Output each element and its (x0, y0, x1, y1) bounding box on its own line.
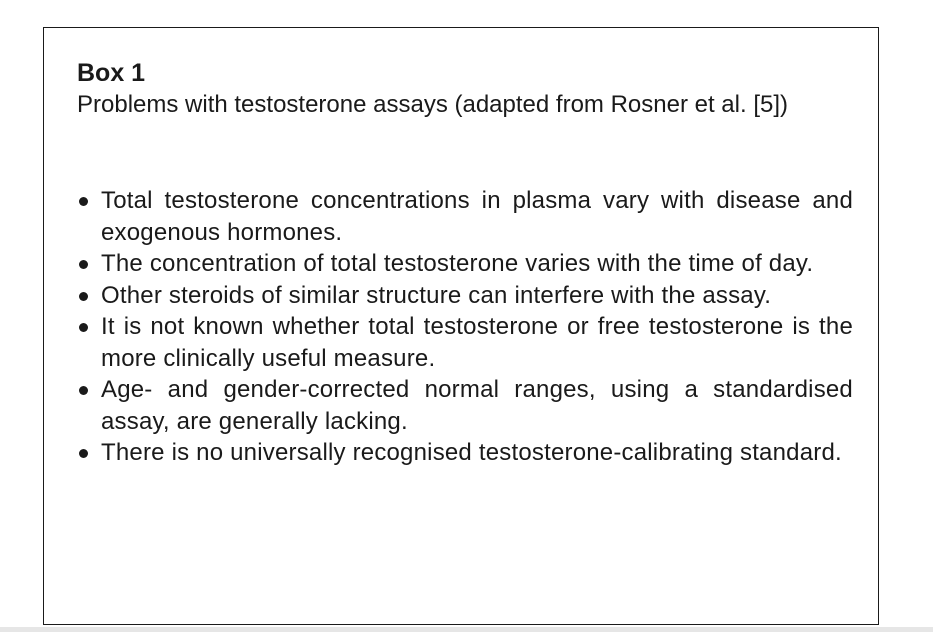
bullet-text: There is no universally recognised testosterone-calibrating standard. (101, 439, 842, 466)
bullet-dot-icon (79, 260, 88, 269)
bullet-item (77, 374, 853, 437)
box-title: Box 1 (77, 59, 146, 87)
bullet-dot-icon (79, 386, 88, 395)
bullet-dot-icon (79, 449, 88, 458)
bullet-item (77, 185, 853, 248)
bullet-dot-icon (79, 292, 88, 301)
bullet-text: Age- and gender-corrected normal ranges, using a standardised assay, are generally lacking. (101, 376, 853, 435)
bullet-dot-icon (79, 197, 88, 206)
bullet-item (77, 280, 853, 312)
bullet-item (77, 248, 853, 280)
bottom-divider (0, 627, 933, 632)
bullet-text: The concentration of total testosterone varies with the time of day. (101, 250, 814, 277)
bullet-text: It is not known whether total testosterone or free testosterone is the more clinically useful measure. (101, 313, 853, 372)
bullet-list (77, 185, 853, 469)
bullet-item (77, 311, 853, 374)
bullet-item (77, 437, 853, 469)
bullet-dot-icon (79, 323, 88, 332)
bullet-text: Total testosterone concentrations in plasma vary with disease and exogenous hormones. (101, 187, 853, 246)
bullet-text: Other steroids of similar structure can interfere with the assay. (101, 281, 772, 309)
text-box (43, 27, 879, 625)
box-subtitle: Problems with testosterone assays (adapted from Rosner et al. [5]) (77, 91, 788, 118)
